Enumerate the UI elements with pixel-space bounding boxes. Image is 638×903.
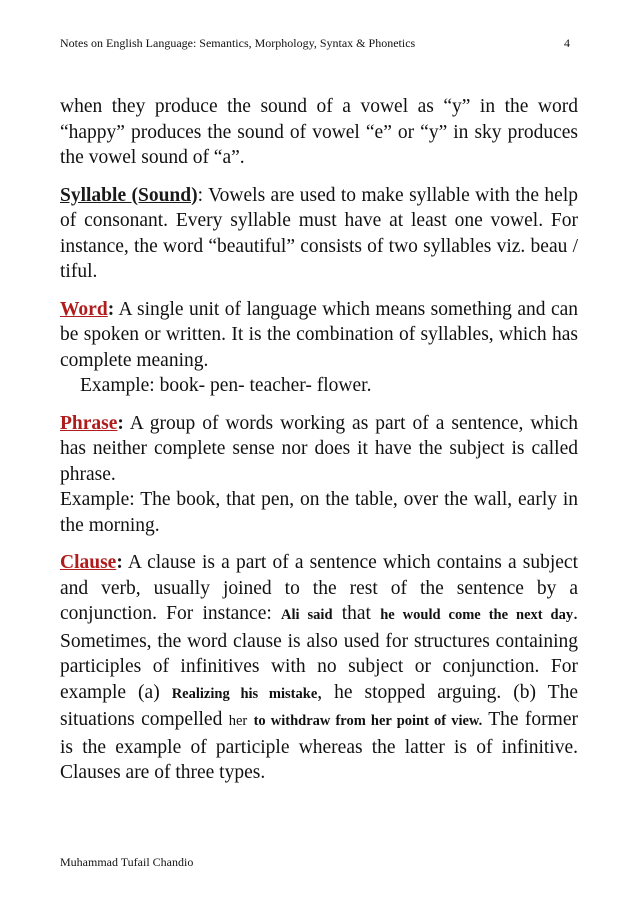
page-header: [60, 36, 578, 50]
clause-text-2: that: [332, 603, 381, 624]
phrase-paragraph: [60, 411, 578, 539]
clause-text-4: , he stopped arguing. (b) The situations compelled: [60, 681, 578, 730]
page-body: [60, 94, 578, 798]
word-example: Example: book- pen- teacher- flower.: [80, 375, 372, 396]
clause-bold-2: he would come the next day: [380, 607, 574, 623]
footer-author: Muhammad Tufail Chandio: [60, 855, 194, 869]
syllable-text: : Vowels are used to make syllable with the help of consonant. Every syllable must have at least one vowel. For instance, the word “beautiful” consists of two syllables viz. beau / tiful.: [60, 184, 578, 282]
page-number: 4: [564, 36, 570, 50]
clause-text-1: A clause is a part of a sentence which contains a subject and verb, usually joined to the rest of the sentence by a conjunction. For instance:: [60, 552, 578, 624]
word-colon: :: [107, 298, 115, 320]
phrase-example: Example: The book, that pen, on the table, over the wall, early in the morning.: [60, 489, 578, 536]
syllable-paragraph: [60, 183, 578, 285]
phrase-term: Phrase: [60, 412, 118, 434]
clause-paragraph: [60, 550, 578, 786]
clause-text-6: The former is the example of participle whereas the latter is of infinitive. Clauses are of three types.: [60, 709, 578, 783]
word-text: A single unit of language which means something and can be spoken or written. It is the combination of syllables, which has complete meaning.: [60, 298, 578, 371]
clause-bold-4: to withdraw from her point of view.: [253, 713, 483, 729]
phrase-colon: :: [117, 412, 124, 434]
clause-term: Clause: [60, 552, 117, 573]
word-term: Word: [60, 298, 108, 320]
header-title: Notes on English Language: Semantics, Morphology, Syntax & Phonetics: [60, 36, 416, 50]
page-footer: [60, 855, 193, 869]
clause-text-5: her: [228, 713, 248, 729]
clause-text-3: . Sometimes, the word clause is also used for structures containing participles of infinitives with no subject or conjunction. For example (a): [60, 603, 578, 703]
word-paragraph: [60, 297, 578, 374]
phrase-text: A group of words working as part of a sentence, which has neither complete sense nor does it have the subject is called phrase.: [60, 412, 578, 485]
intro-paragraph: when they produce the sound of a vowel as “y” in the word “happy” produces the sound of vowel “e” or “y” in sky produces the vowel sound of “a”.: [60, 96, 578, 168]
clause-bold-3: Realizing his mistake: [171, 685, 318, 702]
clause-colon: :: [116, 552, 123, 573]
clause-bold-1: Ali said: [281, 607, 333, 623]
syllable-term: Syllable (Sound): [60, 184, 198, 206]
